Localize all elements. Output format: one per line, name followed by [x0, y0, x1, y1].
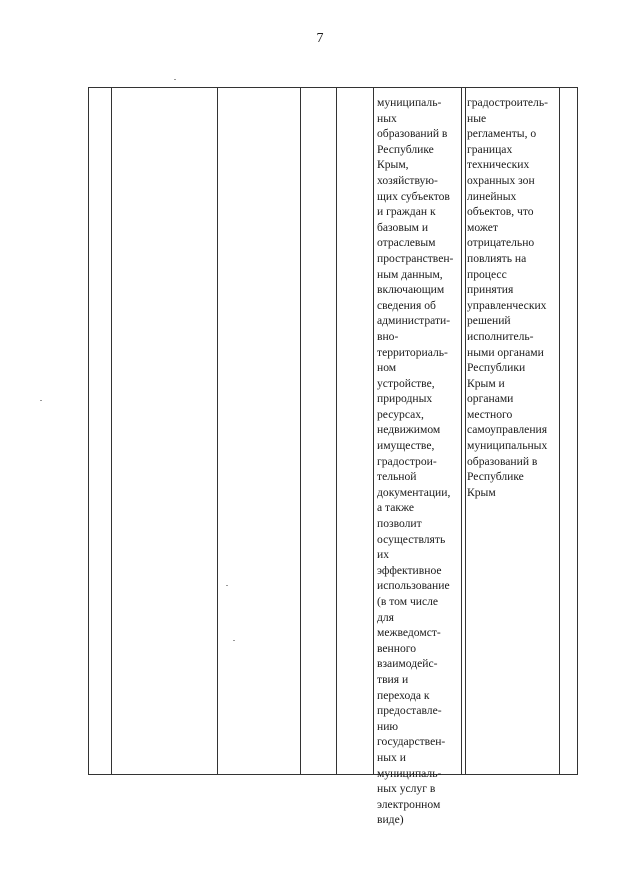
page-number: 7: [316, 31, 324, 46]
column-divider: [300, 88, 301, 774]
table-cell-risks: градостроитель- ные регламенты, о границах технических охранных зон линейных объектов, что может отрицательно повлиять на процесс принятия управленческих решений исполнитель- ными органами Республики Крым и органами местного самоуправления муниципальных образований в Республике Крым: [467, 96, 548, 499]
scan-speck: [226, 585, 228, 586]
scan-speck: [174, 79, 176, 80]
table-cell-purpose: муниципаль- ных образований в Республике Крым, хозяйствую- щих субъектов и граждан к базовым и отраслевым пространствен- ным данным, включающим сведения об администрати- вно- территориаль- ном устройстве, природных ресурсах, недвижимом имуществе, градострои- тельной документации, а также позволит осуществлять их эффективное использование (в том числе для межведомст- венного взаимодейс- твия и перехода к предоставле- нию государствен- ных и муниципаль- ных услуг в электронном виде): [377, 96, 454, 827]
column-divider: [461, 88, 462, 774]
column-divider: [559, 88, 560, 774]
column-divider: [111, 88, 112, 774]
column-divider: [465, 88, 466, 774]
scan-speck: [233, 640, 235, 641]
table: [88, 87, 578, 827]
column-divider: [373, 88, 374, 774]
column-divider: [217, 88, 218, 774]
scan-speck: [40, 400, 42, 401]
column-divider: [336, 88, 337, 774]
